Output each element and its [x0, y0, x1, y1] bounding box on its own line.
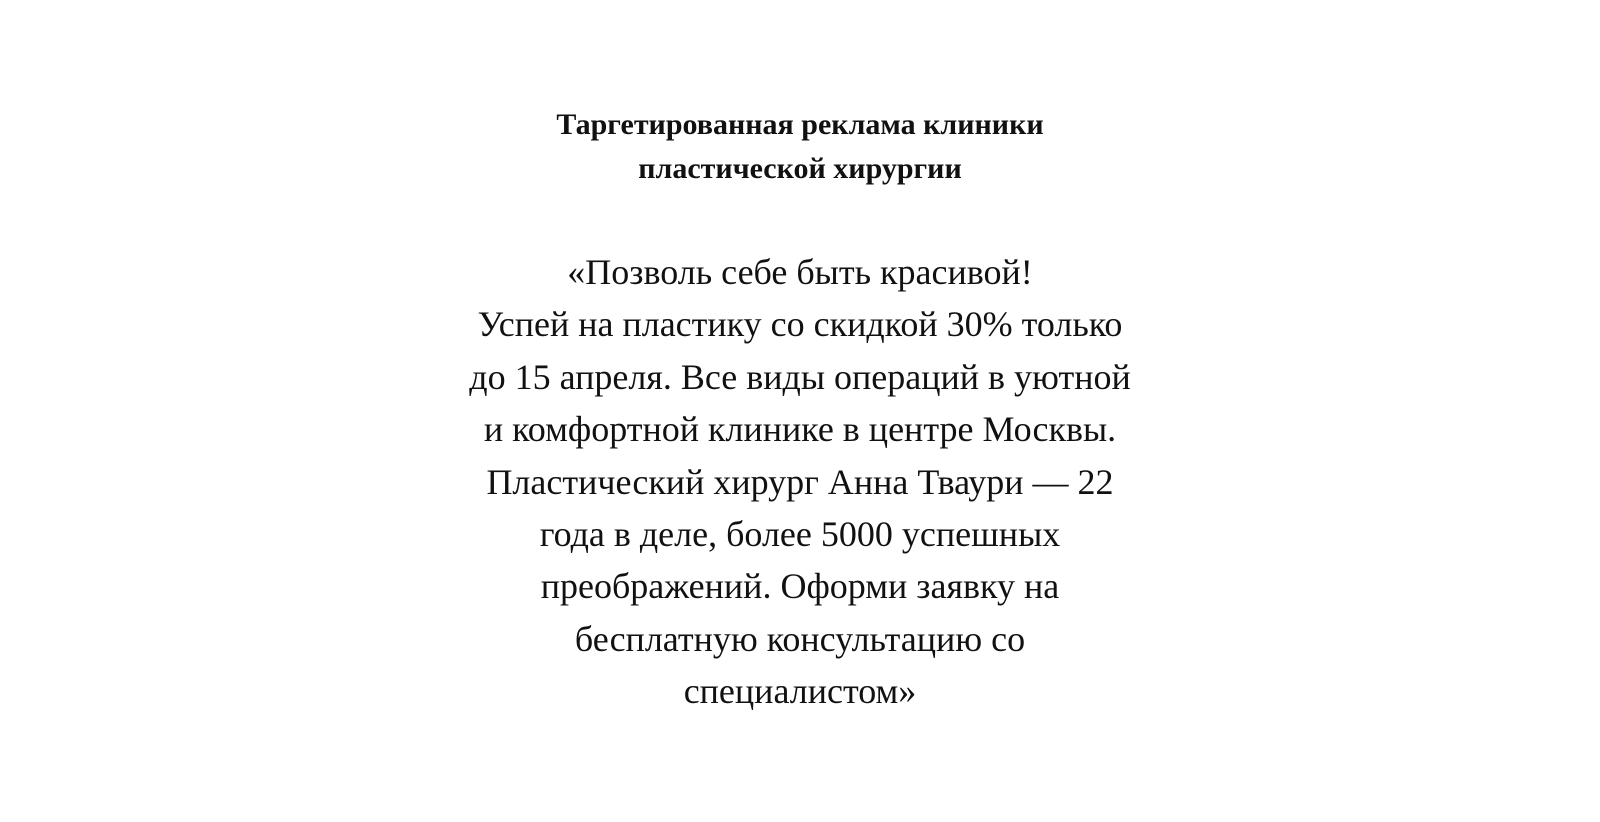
quote-line: Пластический хирург Анна Тваури — 22 — [486, 461, 1114, 502]
quote-line: «Позволь себе быть красивой! — [567, 252, 1033, 292]
title-line: пластической хирургии — [638, 152, 962, 185]
document-title — [0, 103, 1600, 191]
quote-line: и комфортной клинике в центре Москвы. — [483, 409, 1117, 450]
quote-line: преображений. Оформи заявку на — [540, 566, 1060, 607]
title-line: Таргетированная реклама клиники — [556, 108, 1044, 141]
quote-line: бесплатную консультацию со — [574, 618, 1026, 659]
quote-line: года в деле, более 5000 успешных — [539, 514, 1061, 555]
quote-line: Успей на пластику со скидкой 30% только — [477, 304, 1123, 345]
ad-text-quote — [0, 246, 1600, 718]
quote-line: до 15 апреля. Все виды операций в уютной — [469, 356, 1131, 397]
quote-line: специалистом» — [683, 671, 917, 712]
